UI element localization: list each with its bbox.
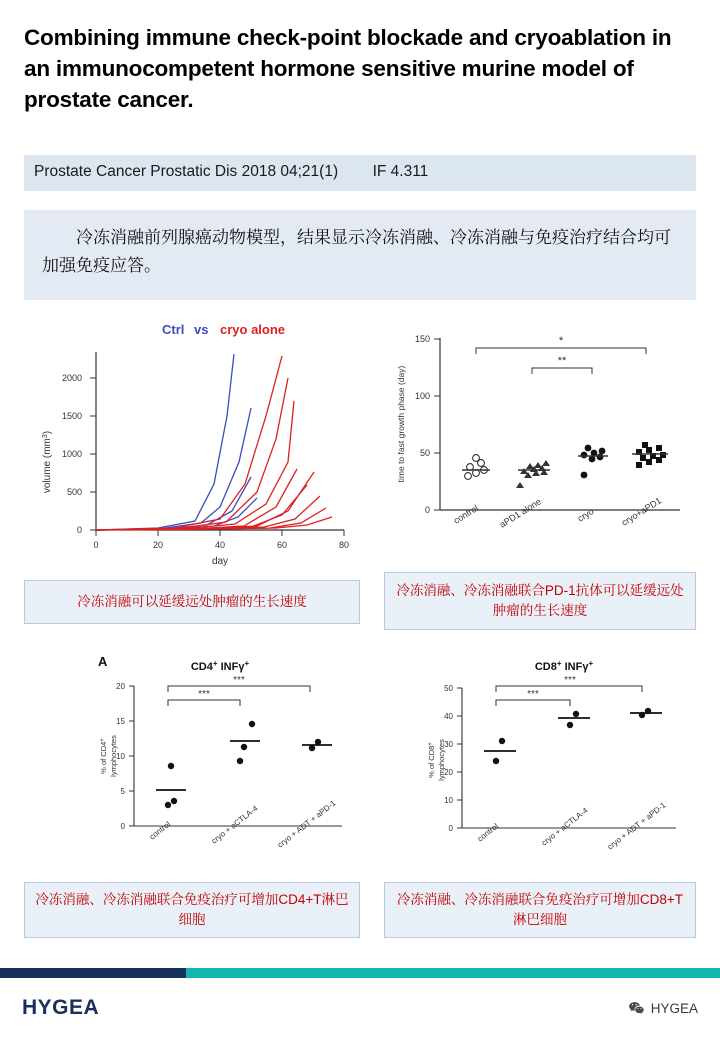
svg-text:0: 0: [93, 540, 99, 550]
svg-text:A: A: [98, 654, 108, 669]
svg-text:cryo + ADT + aPD-1: cryo + ADT + aPD-1: [275, 798, 338, 850]
svg-text:50: 50: [419, 448, 430, 458]
svg-text:day: day: [211, 556, 229, 567]
svg-text:1500: 1500: [61, 411, 82, 421]
footer-wechat-label: HYGEA: [650, 1001, 698, 1016]
svg-text:0: 0: [448, 824, 453, 833]
svg-text:40: 40: [444, 712, 453, 721]
wechat-icon: [628, 1000, 645, 1017]
summary-text: 冷冻消融前列腺癌动物模型，结果显示冷冻消融、冷冻消融与免疫治疗结合均可加强免疫应答。: [42, 228, 671, 275]
svg-text:20: 20: [116, 682, 125, 691]
figure-cd8-infg: [384, 644, 696, 876]
svg-text:control: control: [147, 819, 173, 842]
svg-text:10: 10: [444, 796, 453, 805]
journal-citation-bar: [24, 155, 696, 191]
svg-text:5: 5: [120, 787, 125, 796]
svg-text:500: 500: [66, 487, 82, 497]
svg-text:***: ***: [198, 689, 210, 700]
svg-text:60: 60: [276, 540, 288, 550]
svg-text:aPD1 alone: aPD1 alone: [497, 496, 543, 530]
svg-text:CD8+ INFγ+: CD8+ INFγ+: [534, 659, 594, 673]
svg-text:cryo + aCTLA-4: cryo + aCTLA-4: [539, 805, 590, 848]
svg-text:0: 0: [76, 525, 82, 535]
svg-text:CD4+ INFγ+: CD4+ INFγ+: [190, 659, 250, 673]
svg-text:80: 80: [338, 540, 350, 550]
figure-time-to-fast-growth: [384, 312, 696, 572]
svg-text:vs: vs: [194, 322, 209, 337]
svg-text:150: 150: [414, 334, 430, 344]
summary-box: [24, 210, 696, 300]
svg-text:***: ***: [527, 689, 539, 700]
chart-time-to-fast-growth-svg: [384, 312, 696, 572]
chart-cd8-infg-svg: [384, 644, 696, 876]
svg-text:lymphocytes: lymphocytes: [109, 735, 118, 777]
svg-text:**: **: [557, 355, 567, 367]
page-title: Combining immune check-point blockade and cryoablation in an immunocompetent hormone sensitive murine model of prostate cancer.: [24, 25, 672, 113]
svg-text:40: 40: [214, 540, 226, 550]
footer-bar-navy: [0, 968, 186, 978]
figure-cd4-infg: [24, 644, 360, 876]
svg-text:% of CD4+: % of CD4+: [99, 738, 108, 774]
svg-text:Ctrl: Ctrl: [162, 322, 185, 337]
svg-text:***: ***: [233, 675, 245, 686]
chart-tumor-volume-svg: [24, 312, 360, 572]
svg-text:30: 30: [444, 740, 453, 749]
svg-text:cryo + ADT + aPD-1: cryo + ADT + aPD-1: [605, 800, 668, 852]
svg-text:50: 50: [444, 684, 453, 693]
svg-text:0: 0: [120, 822, 125, 831]
footer-wechat: [628, 1000, 698, 1017]
svg-text:lymphocytes: lymphocytes: [437, 739, 446, 781]
svg-text:***: ***: [564, 675, 576, 686]
chart-cd4-infg-svg: [24, 644, 360, 876]
svg-text:2000: 2000: [61, 373, 82, 383]
footer-bar-teal: [186, 968, 720, 978]
svg-text:time to fast growth phase (day: time to fast growth phase (day): [396, 365, 406, 483]
caption-tumor-growth: 冷冻消融可以延缓远处肿瘤的生长速度: [24, 580, 360, 624]
figure-tumor-volume: [24, 312, 360, 572]
svg-text:0: 0: [424, 505, 430, 515]
svg-text:control: control: [451, 502, 480, 526]
svg-text:cryo alone: cryo alone: [220, 322, 286, 337]
svg-text:volume (mm3): volume $(mm^3)$: [42, 430, 53, 494]
caption-cd4: 冷冻消融、冷冻消融联合免疫治疗可增加CD4+T淋巴细胞: [24, 882, 360, 938]
svg-text:% of CD8+: % of CD8+: [427, 742, 436, 778]
svg-text:1000: 1000: [61, 449, 82, 459]
svg-text:cryo + aCTLA-4: cryo + aCTLA-4: [209, 803, 260, 846]
caption-time-to-growth: 冷冻消融、冷冻消融联合PD-1抗体可以延缓远处肿瘤的生长速度: [384, 572, 696, 630]
svg-text:control: control: [475, 821, 501, 844]
svg-text:cryo: cryo: [575, 506, 596, 524]
journal-citation-text: Prostate Cancer Prostatic Dis 2018 04;21(1) IF 4.311: [34, 163, 429, 180]
footer-logo: HYGEA: [22, 996, 100, 1019]
svg-text:cryo+aPD1: cryo+aPD1: [619, 495, 664, 528]
svg-text:15: 15: [116, 717, 125, 726]
svg-text:10: 10: [116, 752, 125, 761]
svg-text:20: 20: [152, 540, 164, 550]
svg-text:*: *: [558, 335, 564, 347]
svg-text:100: 100: [414, 391, 430, 401]
caption-cd8: 冷冻消融、冷冻消融联合免疫治疗可增加CD8+T淋巴细胞: [384, 882, 696, 938]
svg-text:20: 20: [444, 768, 453, 777]
